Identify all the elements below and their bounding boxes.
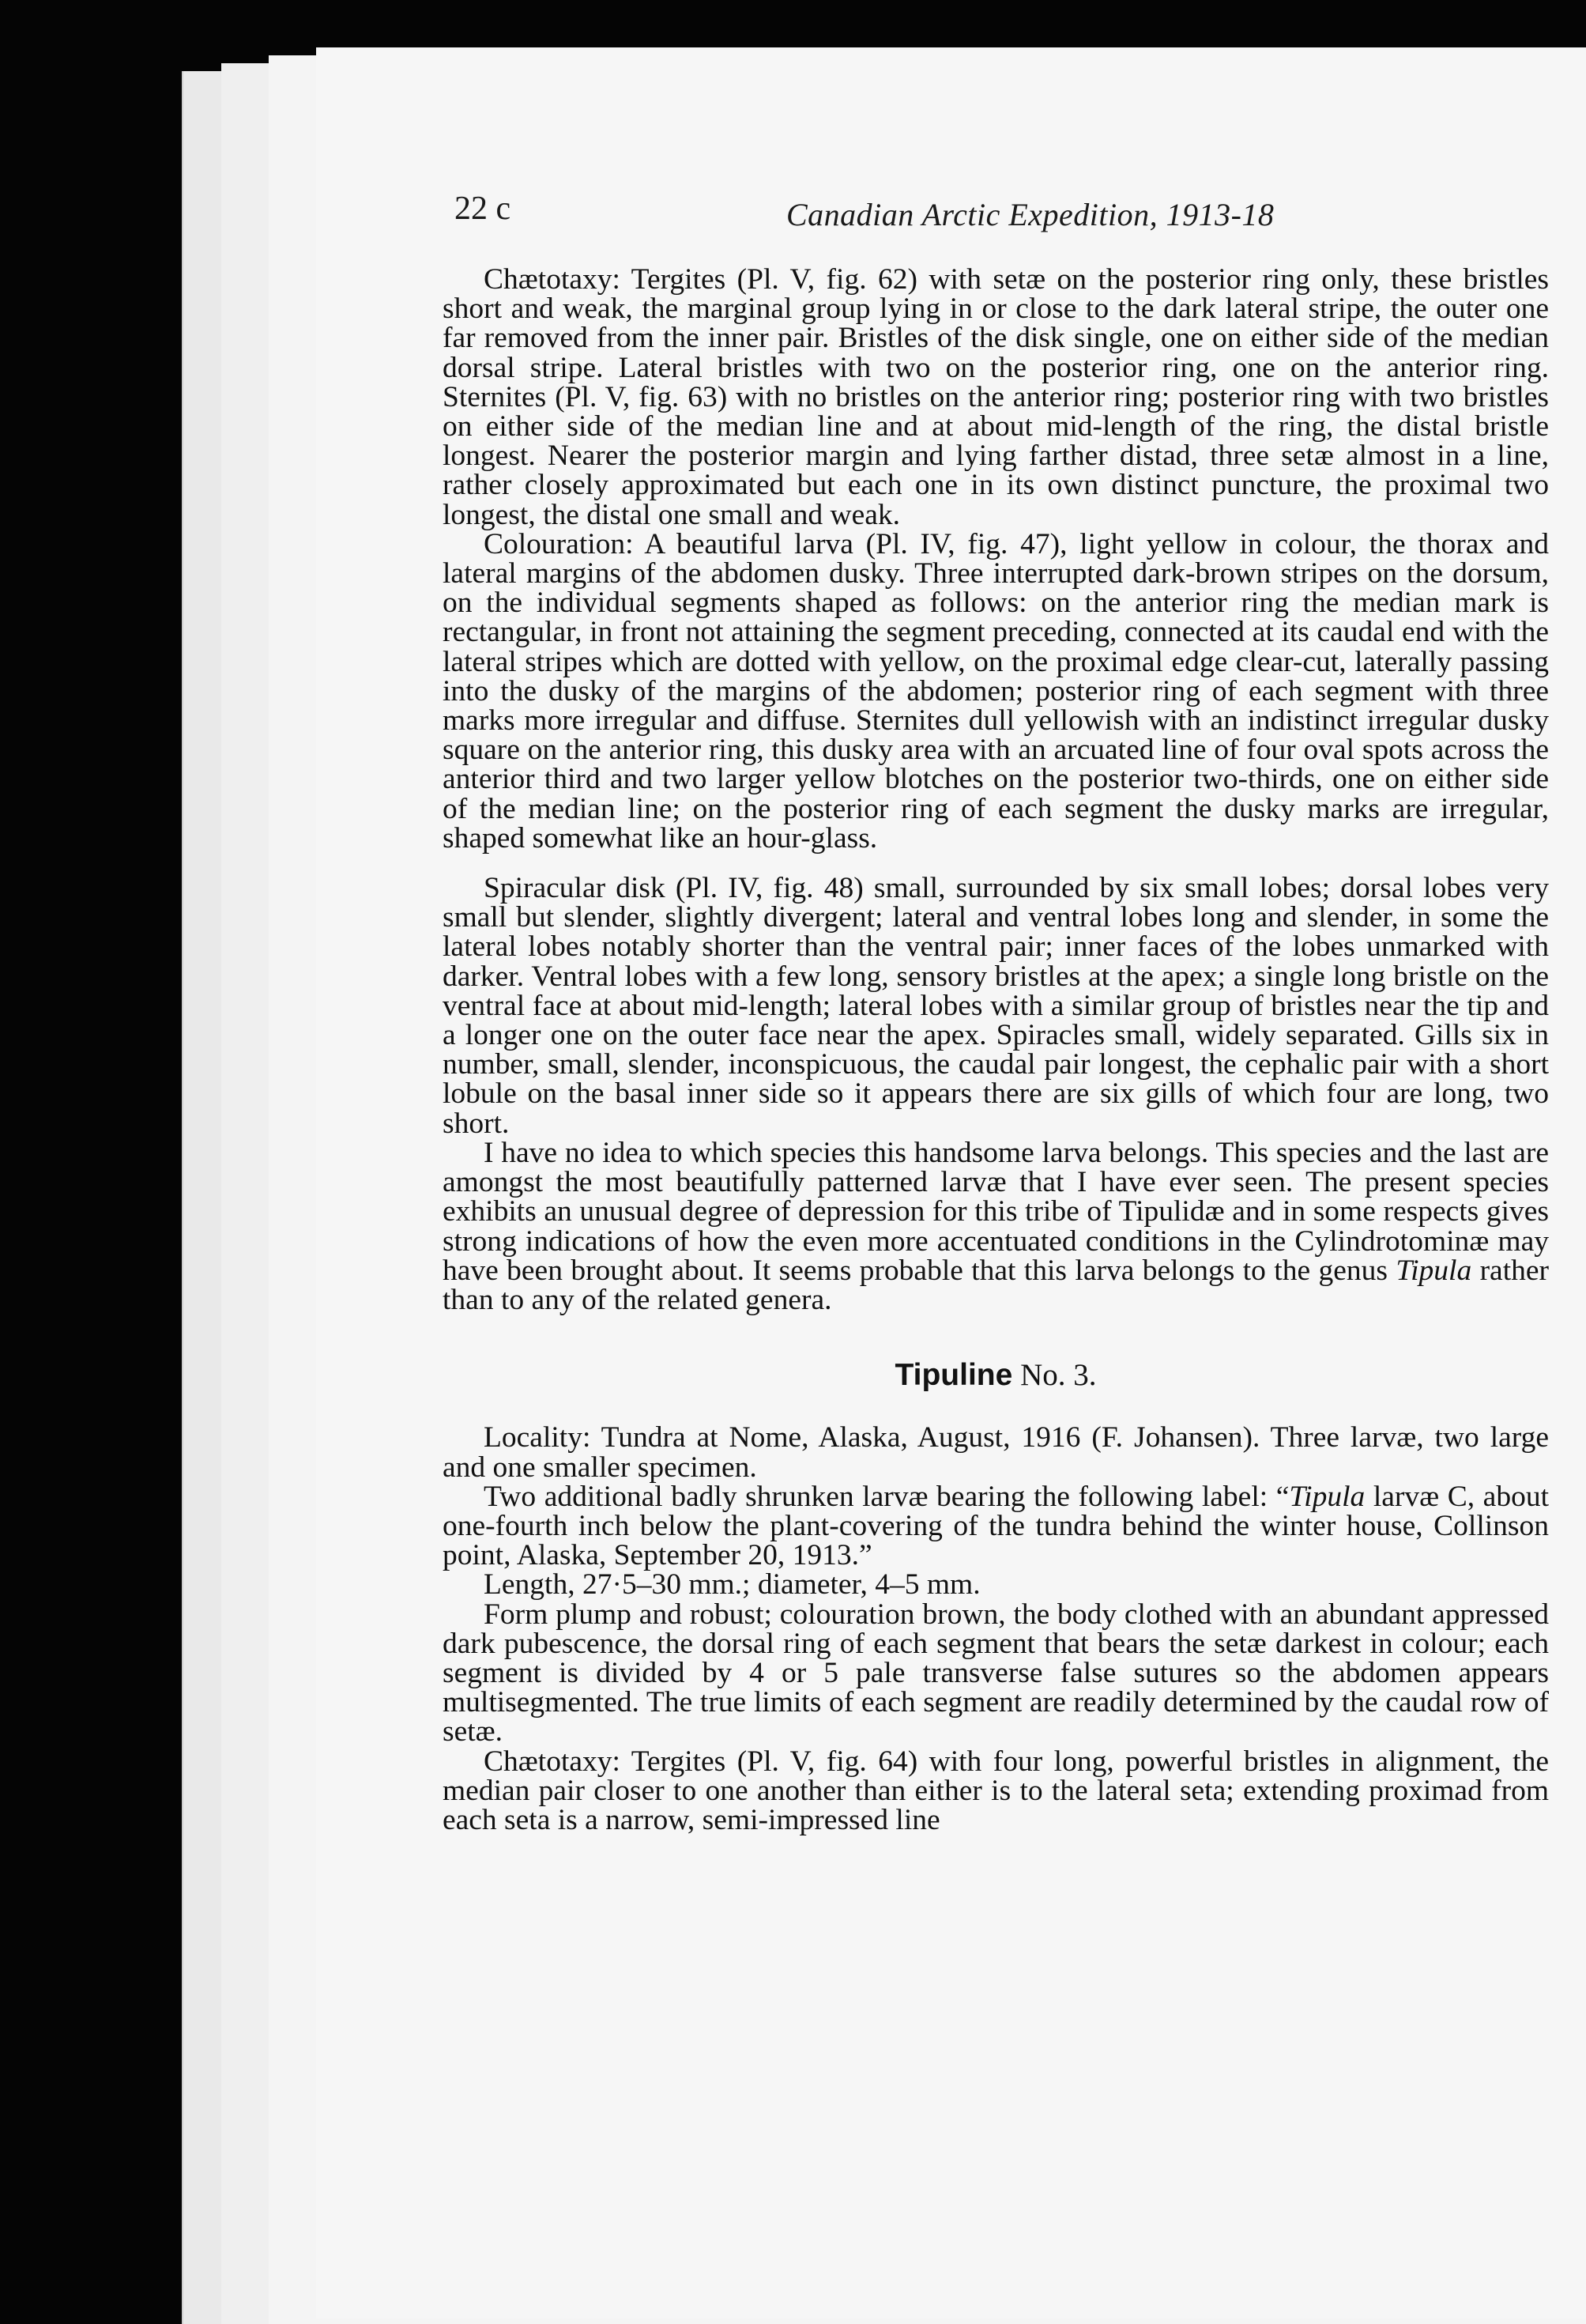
paragraph-discussion <box>443 1138 1549 1315</box>
section-heading <box>443 1358 1549 1393</box>
paragraph-additional-larvae <box>443 1482 1549 1571</box>
paragraph-form: Form plump and robust; colouration brown, the body clothed with an abundant appressed dark pubescence, the dorsal ring of each segment that bears the setæ darkest in colour; each segment is divided by 4 or 5 pale transverse false sutures so the abdomen appears multisegmented. The true limits of each segment are readily determined by the caudal row of setæ. <box>443 1598 1549 1749</box>
discussion-text: I have no idea to which species this handsome larva belongs. This species and the last are amongst the most beautifully patterned larvæ that I have ever seen. The present species exhibits an unusual degree of depression for this tribe of Tipulidæ and in some respects gives strong indications of how the even more accentuated conditions in the Cylindrotominæ may have been brought about. It seems probable that this larva belongs to the genus <box>443 1136 1549 1287</box>
discussion-text-end: rather than to any of the related genera. <box>443 1254 1550 1316</box>
paragraph-spiracular-disk: Spiracular disk (Pl. IV, fig. 48) small, surrounded by six small lobes; dorsal lobes very small but slender, slightly divergent; lateral and ventral lobes long and slender, in some the lateral lobes notably shorter than the ventral pair; inner faces of the lobes unmarked with darker. Ventral lobes with a few long, sensory bristles at the apex; a single long bristle on the ventral face at about mid-length; lateral lobes with a similar group of bristles near the tip and a longer one on the outer face near the apex. Spiracles small, widely separated. Gills six in number, small, slender, inconspicuous, the caudal pair longest, the cephalic pair with a short lobule on the basal inner side so it appears there are six gills of which four are long, two short. <box>443 872 1549 1140</box>
section-heading-number: No. 3. <box>1012 1358 1097 1393</box>
paragraph-length: Length, 27·5–30 mm.; diameter, 4–5 mm. <box>484 1568 981 1602</box>
genus-name: Tipula <box>1396 1254 1472 1287</box>
paragraph-colouration: Colouration: A beautiful larva (Pl. IV, fig. 47), light yellow in colour, the thorax and lateral margins of the abdomen dusky. Three interrupted dark-brown stripes on the dorsum, on the individual segments shaped as follows: on the anterior ring the median mark is rectangular, in front not attaining the segment preceding, connected at its caudal end with the lateral stripes which are dotted with yellow, on the proximal edge clear-cut, laterally passing into the dusky of the margins of the abdomen; posterior ring of each segment with three marks more irregular and diffuse. Sternites dull yellowish with an indistinct irregular dusky square on the anterior ring, this dusky area with an arcuated line of four oval spots across the anterior third and two larger yellow blotches on the posterior two-thirds, one on either side of the median line; on the posterior ring of each segment the dusky marks are irregular, shaped somewhat like an hour-glass. <box>443 527 1549 855</box>
running-title: Canadian Arctic Expedition, 1913-18 <box>786 197 1275 232</box>
page-number: 22 c <box>454 191 511 227</box>
label-genus: Tipula <box>1289 1480 1366 1513</box>
page-header <box>454 190 1529 237</box>
label-text: Two additional badly shrunken larvæ bearing the following label: “ <box>484 1480 1290 1513</box>
document-page <box>316 47 1586 2318</box>
paragraph-chaetotaxy-2: Chætotaxy: Tergites (Pl. V, fig. 64) with four long, powerful bristles in alignment, the median pair closer to one another than either is to the lateral seta; extending proximad from each seta is a narrow, semi-impressed line <box>443 1745 1549 1836</box>
body-text <box>443 265 1549 1835</box>
paragraph-chaetotaxy-1: Chætotaxy: Tergites (Pl. V, fig. 62) with setæ on the posterior ring only, these bristles short and weak, the marginal group lying in or close to the dark lateral stripe, the outer one far removed from the inner pair. Bristles of the disk single, one on either side of the median dorsal stripe. Lateral bristles with two on the posterior ring, one on the anterior ring. Sternites (Pl. V, fig. 63) with no bristles on the anterior ring; posterior ring with two bristles on either side of the median line and at about mid-length of the ring, the distal bristle longest. Nearer the posterior margin and lying farther distad, three setæ almost in a line, rather closely approximated but each one in its own distinct puncture, the proximal two longest, the distal one small and weak. <box>443 263 1549 531</box>
label-text-end: larvæ C, about one-fourth inch below the plant-covering of the tundra behind the winter house, Collinson point, Alaska, September 20, 1913.” <box>443 1480 1549 1572</box>
paragraph-locality: Locality: Tundra at Nome, Alaska, August, 1916 (F. Johansen). Three larvæ, two large and one smaller specimen. <box>443 1421 1549 1484</box>
section-heading-bold: Tipuline <box>895 1358 1013 1393</box>
